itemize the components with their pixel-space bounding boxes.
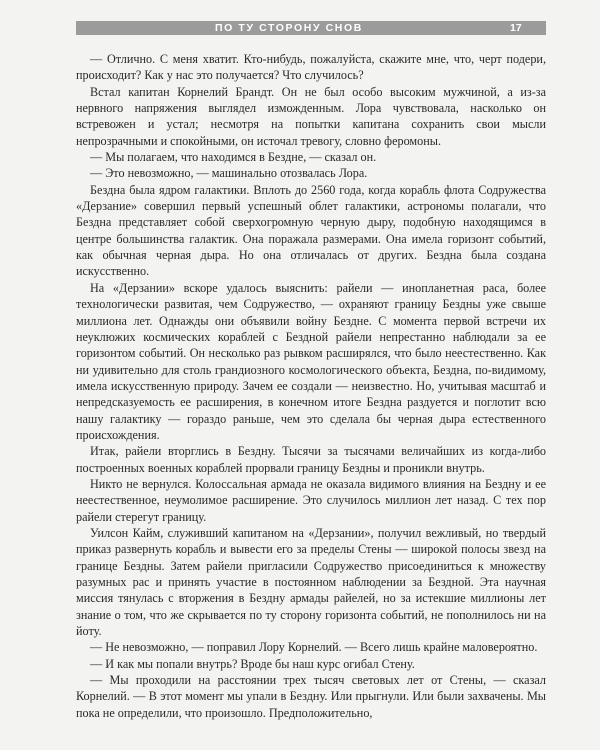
paragraph: Встал капитан Корнелий Брандт. Он не был особо высоким мужчиной, а из-за нервного напряжения выглядел изможденным. Лора чувствовала, насколько он встревожен и устал; несмотря на попытки капитана сохранить свои мысли непрозрачными и спокойными, он источал тревогу, словно феромоны.: [76, 84, 546, 148]
running-head: ПО ТУ СТОРОНУ СНОВ: [215, 22, 363, 34]
paragraph: Итак, райели вторглись в Бездну. Тысячи за тысячами величайших из когда-либо построенных военных кораблей прорвали границу Бездны и проникли внутрь.: [76, 444, 546, 475]
paragraph: — Мы полагаем, что находимся в Бездне, — сказал он.: [90, 150, 377, 165]
paragraph: — Отлично. С меня хватит. Кто-нибудь, пожалуйста, скажите мне, что, черт подери, происходит? Как у нас это получается? Что случилось?: [76, 52, 546, 83]
paragraph: — Это невозможно, — машинально отозвалась Лора.: [90, 166, 368, 181]
paragraph: — Мы проходили на расстоянии трех тысяч световых лет от Стены, — сказал Корнелий. — В этот момент мы упали в Бездну. Или прыгнули. Или были захвачены. Мы пока не определили, что произошло. Предположительно,: [76, 673, 546, 720]
paragraph: — Не невозможно, — поправил Лору Корнелий. — Всего лишь крайне маловероятно.: [90, 640, 538, 655]
body-text: [76, 51, 546, 721]
page-number: 17: [510, 22, 522, 34]
paragraph: Бездна была ядром галактики. Вплоть до 2560 года, когда корабль флота Содружества «Дерзание» совершил первый успешный облет галактики, астрономы полагали, что Бездна представляет собой сверхогромную черную дыру, подобную находящимся в центре большинства галактик. Она поражала размерами. Она имела горизонт событий, как обычная черная дыра. Но она отличалась от других. Бездна была создана искусственно.: [76, 182, 546, 279]
page-header: [0, 0, 600, 36]
paragraph: Уилсон Кайм, служивший капитаном на «Дерзании», получил вежливый, но твердый приказ развернуть корабль и вывести его за пределы Стены — широкой полосы звезд на границе Бездны. Затем райели пригласили Содружество присоединиться к множеству разумных рас и принять участие в постоянном наблюдении за Бездной. Эта научная миссия тянулась с вторжения в Бездну армады райелей, но за истекшие миллионы лет знание о том, что же скрывается по ту сторону горизонта событий, не пополнилось ни на йоту.: [76, 525, 546, 639]
paragraph: — И как мы попали внутрь? Вроде бы наш курс огибал Стену.: [90, 656, 415, 671]
paragraph: Никто не вернулся. Колоссальная армада не оказала видимого влияния на Бездну и ее неестественное, неумолимое расширение. Это случилось миллион лет назад. С тех пор райели стерегут границу.: [76, 476, 546, 524]
paragraph: На «Дерзании» вскоре удалось выяснить: райели — инопланетная раса, более технологически развитая, чем Содружество, — охраняют границу Бездны уже свыше миллиона лет. Однажды они объявили войну Бездне. С момента первой встречи их неуклюжих космических кораблей с Бездной райели непрестанно наблюдали за ее горизонтом событий. Он несколько раз рывком расширялся, что было неестественно. Как ни удивительно для столь грандиозного космологического объекта, Бездна, по-видимому, имела искусственную природу. Зачем ее создали — неизвестно. Но, учитывая масштаб и непредсказуемость ее расширения, в конечном итоге Бездна раздуется и поглотит всю нашу галактику — гораздо раньше, чем это сделала бы черная дыра естественного происхождения.: [76, 280, 546, 442]
